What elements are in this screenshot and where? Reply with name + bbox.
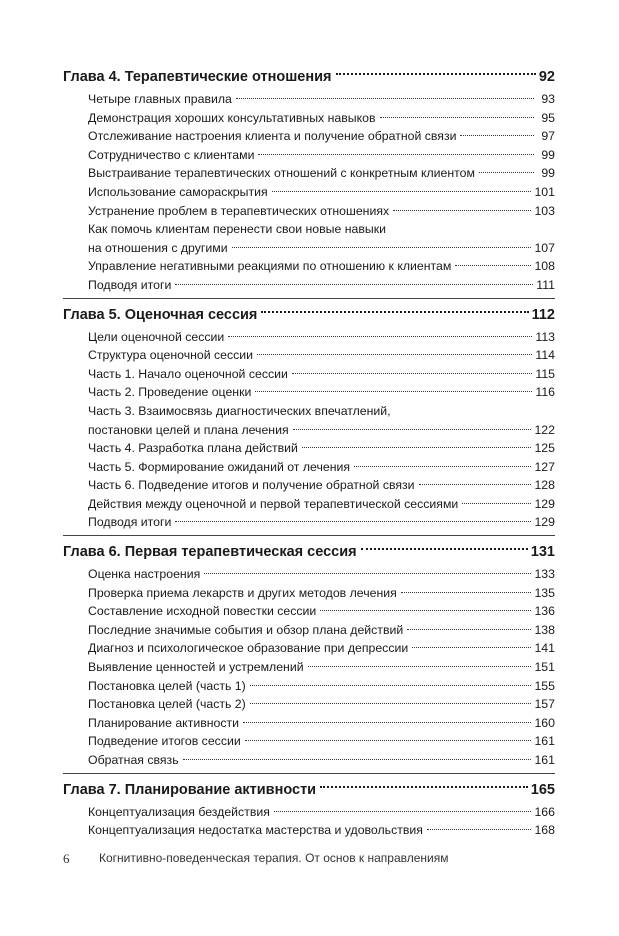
dot-leader	[460, 135, 534, 136]
entry-title: Часть 2. Проведение оценки	[88, 385, 252, 400]
dot-leader	[292, 373, 533, 374]
chapter-heading[interactable]	[63, 302, 555, 328]
toc-entry[interactable]	[88, 677, 555, 696]
entry-title: Структура оценочной сессии	[88, 348, 254, 363]
toc-entry[interactable]	[88, 109, 555, 128]
toc-entry[interactable]	[88, 127, 555, 146]
toc-entry[interactable]	[88, 257, 555, 276]
chapter-title: Глава 6. Первая терапевтическая сессия	[63, 544, 357, 561]
chapter-heading[interactable]	[63, 539, 555, 565]
entry-page: 157	[534, 697, 555, 712]
entry-page: 168	[534, 823, 555, 838]
dot-leader	[257, 354, 532, 355]
toc-entry[interactable]	[88, 276, 555, 295]
dot-leader	[361, 548, 528, 550]
entry-title: Концептуализация недостатка мастерства и удовольствия	[88, 823, 423, 838]
toc-entry[interactable]	[88, 821, 555, 840]
entry-page: 136	[534, 604, 555, 619]
entry-title: Демонстрация хороших консультативных навыков	[88, 110, 376, 125]
entry-page: 138	[534, 622, 555, 637]
dot-leader	[336, 73, 536, 75]
entry-page: 160	[534, 715, 555, 730]
toc-entry[interactable]	[88, 513, 555, 532]
entry-page: 111	[536, 277, 555, 292]
dot-leader	[258, 154, 534, 155]
entry-page: 95	[541, 110, 555, 125]
toc-entry[interactable]	[88, 803, 555, 822]
dot-leader	[250, 685, 532, 686]
entry-page: 125	[534, 441, 555, 456]
dot-leader	[293, 429, 532, 430]
entry-title: Выявление ценностей и устремлений	[88, 660, 304, 675]
toc-entry[interactable]	[88, 714, 555, 733]
entry-page: 99	[541, 147, 555, 162]
entry-title: Отслеживание настроения клиента и получение обратной связи	[88, 129, 457, 144]
dot-leader	[204, 573, 531, 574]
entry-page: 103	[534, 203, 555, 218]
entry-page: 127	[534, 459, 555, 474]
chapter-title: Глава 5. Оценочная сессия	[63, 306, 258, 323]
chapter-page: 131	[530, 544, 555, 561]
dot-leader	[407, 629, 531, 630]
running-title: Когнитивно-поведенческая терапия. От основ к направлениям	[99, 851, 449, 865]
dot-leader	[232, 247, 532, 248]
toc-entry[interactable]	[88, 90, 555, 109]
dot-leader	[401, 592, 532, 593]
entry-title: Концептуализация бездействия	[88, 804, 270, 819]
dot-leader	[175, 521, 531, 522]
chapter-heading[interactable]	[63, 777, 555, 803]
chapter-entries	[63, 565, 555, 770]
entry-title: Как помочь клиентам перенести свои новые навыки	[88, 222, 386, 237]
entry-page: 155	[534, 678, 555, 693]
entry-page: 161	[534, 753, 555, 767]
toc-entry[interactable]	[88, 202, 555, 221]
entry-title: Действия между оценочной и первой терапевтической сессиями	[88, 496, 459, 511]
toc-entry[interactable]	[88, 476, 555, 495]
chapter-page: 92	[538, 69, 555, 85]
dot-leader	[245, 740, 532, 741]
table-of-contents	[63, 64, 555, 840]
entry-page: 101	[534, 184, 555, 199]
chapter-entries	[63, 328, 555, 533]
entry-page: 116	[535, 385, 555, 400]
toc-entry[interactable]	[88, 458, 555, 477]
toc-entry[interactable]	[88, 346, 555, 365]
entry-page: 128	[534, 478, 555, 493]
chapter-page: 112	[531, 306, 555, 323]
toc-entry[interactable]	[88, 383, 555, 402]
dot-leader	[479, 172, 534, 173]
chapter-divider	[63, 298, 555, 299]
toc-entry[interactable]	[88, 751, 555, 770]
entry-page: 107	[534, 240, 555, 255]
entry-title: Часть 4. Разработка плана действий	[88, 441, 298, 456]
entry-page: 129	[534, 496, 555, 511]
dot-leader	[243, 722, 531, 723]
entry-title: Подводя итоги	[88, 515, 172, 530]
chapter-divider	[63, 773, 555, 774]
entry-title: Подведение итогов сессии	[88, 734, 241, 749]
entry-page: 108	[534, 259, 555, 274]
dot-leader	[236, 98, 534, 99]
entry-title: Планирование активности	[88, 715, 240, 730]
toc-entry[interactable]	[88, 495, 555, 514]
entry-title: Постановка целей (часть 1)	[88, 678, 246, 693]
entry-page: 122	[534, 422, 555, 437]
entry-page: 166	[534, 804, 555, 819]
entry-page: 135	[534, 585, 555, 600]
dot-leader	[320, 610, 531, 611]
dot-leader	[274, 811, 532, 812]
entry-title: Устранение проблем в терапевтических отношениях	[88, 203, 390, 218]
entry-title: Подводя итоги	[88, 277, 172, 292]
chapter-title: Глава 4. Терапевтические отношения	[63, 69, 332, 85]
page-number: 6	[63, 851, 70, 866]
toc-entry[interactable]	[88, 328, 555, 347]
dot-leader	[250, 703, 532, 704]
entry-title: Часть 5. Формирование ожиданий от лечения	[88, 459, 351, 474]
dot-leader	[183, 759, 532, 760]
entry-page: 113	[535, 329, 555, 344]
entry-page: 97	[541, 129, 555, 144]
dot-leader	[462, 503, 531, 504]
entry-title: Часть 6. Подведение итогов и получение обратной связи	[88, 478, 415, 493]
toc-entry[interactable]	[88, 146, 555, 165]
entry-page: 115	[535, 366, 555, 381]
entry-title: Проверка приема лекарств и других методов лечения	[88, 585, 397, 600]
page-footer	[63, 851, 555, 867]
entry-title-continued: на отношения с другими	[88, 240, 228, 255]
entry-title: Составление исходной повестки сессии	[88, 604, 317, 619]
dot-leader	[228, 336, 532, 337]
entry-page: 99	[541, 166, 555, 181]
toc-entry[interactable]	[88, 402, 555, 439]
toc-entry[interactable]	[88, 621, 555, 640]
entry-page: 161	[534, 734, 555, 749]
chapter-entries	[63, 803, 555, 840]
toc-entry[interactable]	[88, 220, 555, 257]
dot-leader	[427, 829, 532, 830]
entry-title: Управление негативными реакциями по отношению к клиентам	[88, 259, 452, 274]
toc-entry[interactable]	[88, 639, 555, 658]
entry-title: Постановка целей (часть 2)	[88, 697, 246, 712]
dot-leader	[302, 447, 532, 448]
toc-entry[interactable]	[88, 164, 555, 183]
dot-leader	[412, 647, 531, 648]
entry-page: 151	[534, 660, 555, 675]
dot-leader	[380, 117, 535, 118]
entry-title: Оценка настроения	[88, 567, 201, 582]
chapter-page: 165	[530, 781, 555, 798]
entry-page: 93	[541, 92, 555, 106]
entry-page: 114	[535, 348, 555, 363]
dot-leader	[320, 786, 528, 788]
dot-leader	[354, 466, 531, 467]
entry-title: Диагноз и психологическое образование при депрессии	[88, 641, 409, 656]
chapter-entries	[63, 90, 555, 295]
entry-title: Часть 3. Взаимосвязь диагностических впечатлений,	[88, 403, 391, 418]
toc-entry[interactable]	[88, 439, 555, 458]
dot-leader	[455, 265, 531, 266]
entry-page: 133	[534, 567, 555, 582]
toc-entry[interactable]	[88, 732, 555, 751]
entry-title: Сотрудничество с клиентами	[88, 147, 255, 162]
entry-title: Обратная связь	[88, 753, 179, 767]
dot-leader	[308, 666, 532, 667]
toc-entry[interactable]	[88, 695, 555, 714]
entry-title: Цели оценочной сессии	[88, 329, 225, 344]
toc-entry[interactable]	[88, 602, 555, 621]
entry-page: 129	[534, 515, 555, 530]
toc-entry[interactable]	[88, 365, 555, 384]
dot-leader	[393, 210, 531, 211]
entry-page: 141	[534, 641, 555, 656]
dot-leader	[261, 311, 528, 313]
chapter-divider	[63, 535, 555, 536]
dot-leader	[255, 391, 532, 392]
toc-entry[interactable]	[88, 565, 555, 584]
entry-title: Четыре главных правила	[88, 92, 232, 106]
dot-leader	[272, 191, 532, 192]
dot-leader	[419, 484, 532, 485]
chapter-heading[interactable]	[63, 64, 555, 90]
dot-leader	[175, 284, 533, 285]
toc-entry[interactable]	[88, 183, 555, 202]
entry-title-continued: постановки целей и плана лечения	[88, 422, 289, 437]
entry-title: Последние значимые события и обзор плана действий	[88, 622, 404, 637]
entry-title: Использование самораскрытия	[88, 184, 268, 199]
entry-title: Часть 1. Начало оценочной сессии	[88, 366, 288, 381]
chapter-title: Глава 7. Планирование активности	[63, 781, 317, 798]
toc-entry[interactable]	[88, 658, 555, 677]
toc-entry[interactable]	[88, 584, 555, 603]
entry-title: Выстраивание терапевтических отношений с конкретным клиентом	[88, 166, 475, 181]
